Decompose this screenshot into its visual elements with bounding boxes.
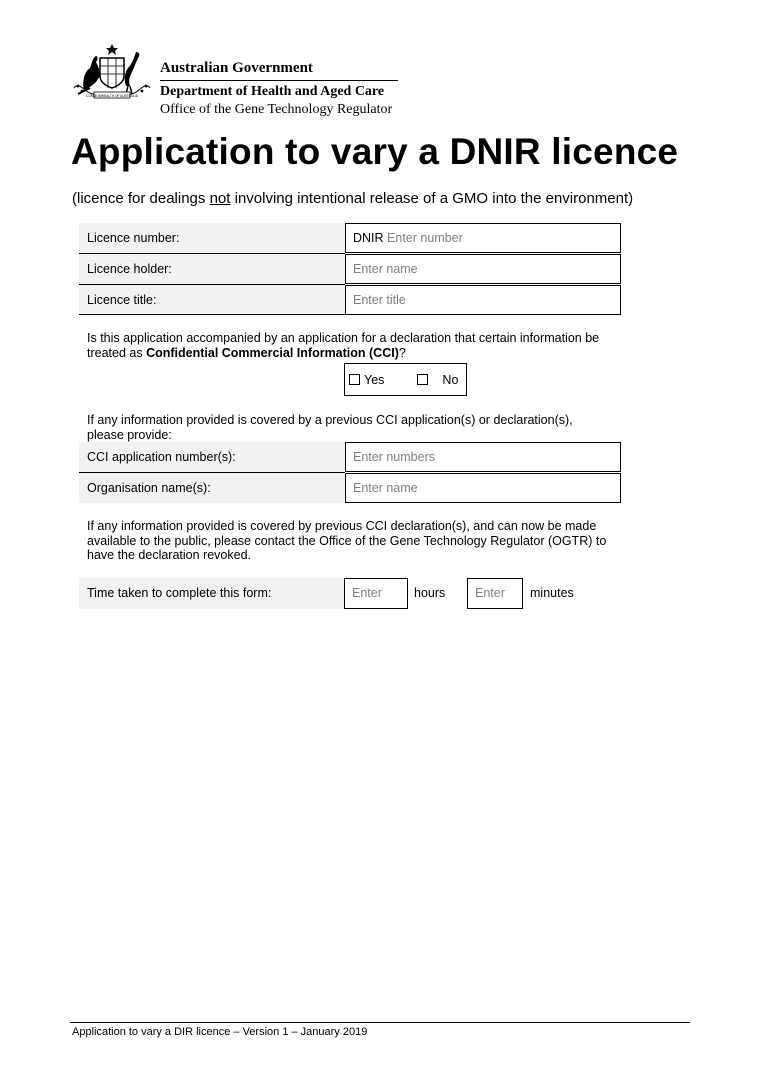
licence-title-field[interactable] [345,285,621,315]
organisation-placeholder: Enter name [353,481,418,495]
cci-application-placeholder: Enter numbers [353,450,435,464]
cci-application-label: CCI application number(s): [79,442,345,472]
table-divider [79,284,345,285]
licence-holder-label: Licence holder: [79,254,345,284]
government-name: Australian Government [160,60,313,76]
header-divider [160,80,398,81]
licence-number-label: Licence number: [79,223,345,253]
hours-unit: hours [414,586,446,600]
subtitle-text-after: involving intentional release of a GMO into the environment) [230,190,634,207]
subtitle-text-before: (licence for dealings [72,190,210,207]
licence-title-placeholder: Enter title [353,293,406,307]
cci-yes-option[interactable] [349,373,384,387]
minutes-unit: minutes [530,586,574,600]
crest-scroll-text: COMMONWEALTH OF AUSTRALIA [86,94,138,98]
checkbox-icon[interactable] [349,374,360,385]
licence-number-placeholder: Enter number [387,231,463,245]
licence-title-row [79,285,621,315]
licence-holder-field[interactable] [345,254,621,284]
subtitle-underlined: not [209,190,231,207]
minutes-field[interactable] [467,578,523,609]
revoke-note: If any information provided is covered by previous CCI declaration(s), and can now be made available to the public, please contact the Office of the Gene Technology Regulator (OGTR) to have the declaration revoked. [87,519,607,562]
footer-text: Application to vary a DIR licence – Version 1 – January 2019 [72,1026,368,1038]
cci-application-row [79,442,621,472]
cci-no-label: No [442,373,459,387]
table-divider [79,314,621,315]
page-subtitle [72,190,633,207]
cci-question-text: Is this application accompanied by an application for a declaration that certain information be treated as [87,331,600,360]
licence-number-prefix: DNIR [353,231,388,245]
cci-question-bold: Confidential Commercial Information (CCI) [146,345,399,360]
coat-of-arms-icon [70,42,154,102]
table-divider [79,472,345,473]
cci-yes-no-box [344,363,467,396]
licence-title-label: Licence title: [79,285,345,315]
page-title: Application to vary a DNIR licence [71,131,679,172]
footer-divider [70,1022,690,1023]
organisation-label: Organisation name(s): [79,473,345,503]
cci-no-option[interactable] [417,373,458,387]
office-name: Office of the Gene Technology Regulator [160,102,393,117]
checkbox-icon[interactable] [417,374,428,385]
hours-field[interactable] [344,578,408,609]
previous-cci-intro: If any information provided is covered by a previous CCI application(s) or declaration(s), please provide: [87,413,573,442]
time-taken-label: Time taken to complete this form: [79,578,345,609]
licence-holder-placeholder: Enter name [353,262,418,276]
cci-question [87,331,627,360]
cci-yes-label: Yes [364,373,385,387]
minutes-placeholder: Enter [475,586,505,600]
organisation-row [79,473,621,503]
licence-number-row [79,223,621,253]
licence-holder-row [79,254,621,284]
cci-question-end: ? [398,345,406,360]
hours-placeholder: Enter [352,586,382,600]
department-name: Department of Health and Aged Care [160,84,385,99]
table-divider [79,253,345,254]
organisation-field[interactable] [345,473,621,503]
licence-number-field[interactable] [345,223,621,253]
cci-application-field[interactable] [345,442,621,472]
